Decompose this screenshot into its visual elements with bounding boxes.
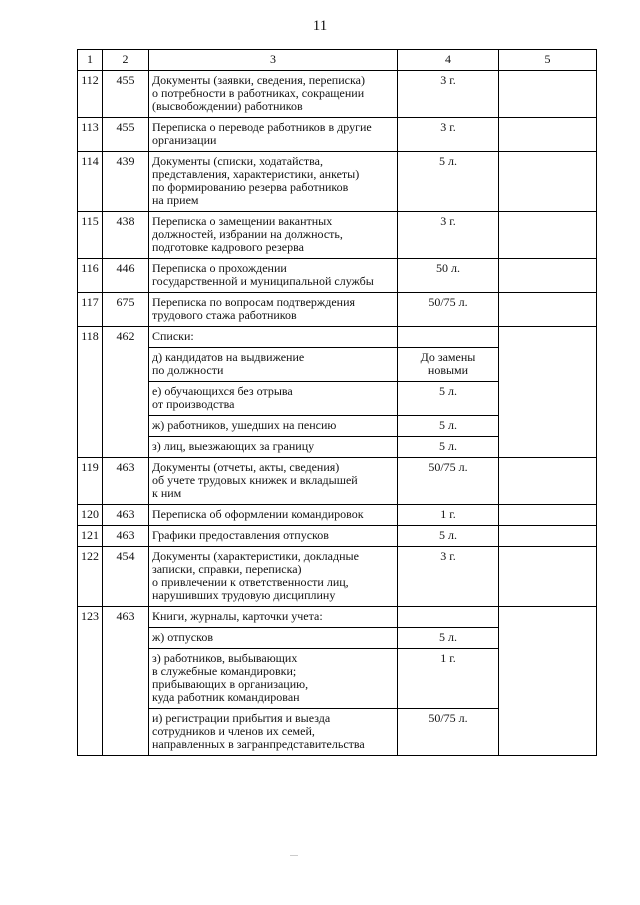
retention-term: 3 г. bbox=[398, 118, 499, 152]
retention-term: 5 л. bbox=[398, 416, 499, 437]
row-number: 116 bbox=[78, 259, 103, 293]
document-description: Документы (списки, ходатайства, представления, характеристики, анкеты) по формированию резерва работников на прием bbox=[149, 152, 398, 212]
document-description: Документы (заявки, сведения, переписка) о потребности в работниках, сокращении (высвобождении) работников bbox=[149, 71, 398, 118]
nomenclature-code: 463 bbox=[103, 607, 149, 756]
table-row bbox=[78, 212, 597, 259]
nomenclature-code: 463 bbox=[103, 505, 149, 526]
nomenclature-code: 438 bbox=[103, 212, 149, 259]
table-row bbox=[78, 327, 597, 348]
retention-term: 3 г. bbox=[398, 547, 499, 607]
sub-description: з) лиц, выезжающих за границу bbox=[149, 437, 398, 458]
retention-term bbox=[398, 327, 499, 348]
row-number: 118 bbox=[78, 327, 103, 458]
note-cell bbox=[499, 212, 597, 259]
page-number: 11 bbox=[312, 18, 328, 34]
row-number: 114 bbox=[78, 152, 103, 212]
table-row bbox=[78, 259, 597, 293]
sub-description: ж) работников, ушедших на пенсию bbox=[149, 416, 398, 437]
nomenclature-code: 454 bbox=[103, 547, 149, 607]
document-description: Документы (отчеты, акты, сведения) об учете трудовых книжек и вкладышей к ним bbox=[149, 458, 398, 505]
records-table bbox=[77, 49, 597, 756]
nomenclature-code: 463 bbox=[103, 458, 149, 505]
retention-term: 50 л. bbox=[398, 259, 499, 293]
note-cell bbox=[499, 547, 597, 607]
retention-term: 50/75 л. bbox=[398, 458, 499, 505]
retention-term: 5 л. bbox=[398, 152, 499, 212]
nomenclature-code: 455 bbox=[103, 118, 149, 152]
table-row bbox=[78, 152, 597, 212]
row-number: 113 bbox=[78, 118, 103, 152]
nomenclature-code: 455 bbox=[103, 71, 149, 118]
document-description: Переписка о переводе работников в другие организации bbox=[149, 118, 398, 152]
note-cell bbox=[499, 118, 597, 152]
note-cell bbox=[499, 293, 597, 327]
nomenclature-code: 439 bbox=[103, 152, 149, 212]
retention-term: 1 г. bbox=[398, 505, 499, 526]
retention-term: 3 г. bbox=[398, 212, 499, 259]
note-cell bbox=[499, 327, 597, 458]
retention-term: 5 л. bbox=[398, 628, 499, 649]
retention-term: 5 л. bbox=[398, 382, 499, 416]
table-row bbox=[78, 458, 597, 505]
note-cell bbox=[499, 526, 597, 547]
column-header: 2 bbox=[103, 50, 149, 71]
row-number: 119 bbox=[78, 458, 103, 505]
sub-description: ж) отпусков bbox=[149, 628, 398, 649]
document-description: Графики предоставления отпусков bbox=[149, 526, 398, 547]
column-header: 5 bbox=[499, 50, 597, 71]
retention-term: 3 г. bbox=[398, 71, 499, 118]
row-number: 120 bbox=[78, 505, 103, 526]
row-number: 112 bbox=[78, 71, 103, 118]
note-cell bbox=[499, 607, 597, 756]
table-row bbox=[78, 607, 597, 628]
row-number: 122 bbox=[78, 547, 103, 607]
retention-term bbox=[398, 607, 499, 628]
header-row bbox=[78, 50, 597, 71]
table-row bbox=[78, 526, 597, 547]
document-description: Переписка о прохождении государственной и муниципальной службы bbox=[149, 259, 398, 293]
table-row bbox=[78, 547, 597, 607]
sub-description: е) обучающихся без отрыва от производства bbox=[149, 382, 398, 416]
retention-term: 5 л. bbox=[398, 437, 499, 458]
retention-term: 50/75 л. bbox=[398, 709, 499, 756]
table-row bbox=[78, 293, 597, 327]
retention-term: 50/75 л. bbox=[398, 293, 499, 327]
note-cell bbox=[499, 152, 597, 212]
document-description: Переписка по вопросам подтверждения трудового стажа работников bbox=[149, 293, 398, 327]
retention-term: До замены новыми bbox=[398, 348, 499, 382]
column-header: 1 bbox=[78, 50, 103, 71]
nomenclature-code: 675 bbox=[103, 293, 149, 327]
note-cell bbox=[499, 458, 597, 505]
group-title: Книги, журналы, карточки учета: bbox=[149, 607, 398, 628]
nomenclature-code: 446 bbox=[103, 259, 149, 293]
note-cell bbox=[499, 505, 597, 526]
retention-term: 1 г. bbox=[398, 649, 499, 709]
nomenclature-code: 462 bbox=[103, 327, 149, 458]
row-number: 115 bbox=[78, 212, 103, 259]
sub-description: д) кандидатов на выдвижение по должности bbox=[149, 348, 398, 382]
note-cell bbox=[499, 71, 597, 118]
column-header: 3 bbox=[149, 50, 398, 71]
group-title: Списки: bbox=[149, 327, 398, 348]
table-row bbox=[78, 505, 597, 526]
row-number: 121 bbox=[78, 526, 103, 547]
nomenclature-code: 463 bbox=[103, 526, 149, 547]
sub-description: з) работников, выбывающих в служебные командировки; прибывающих в организацию, куда работник командирован bbox=[149, 649, 398, 709]
sub-description: и) регистрации прибытия и выезда сотрудников и членов их семей, направленных в загранпредставительства bbox=[149, 709, 398, 756]
row-number: 117 bbox=[78, 293, 103, 327]
document-description: Документы (характеристики, докладные записки, справки, переписка) о привлечении к ответственности лиц, нарушивших трудовую дисциплину bbox=[149, 547, 398, 607]
row-number: 123 bbox=[78, 607, 103, 756]
column-header: 4 bbox=[398, 50, 499, 71]
document-description: Переписка об оформлении командировок bbox=[149, 505, 398, 526]
table-row bbox=[78, 118, 597, 152]
document-description: Переписка о замещении вакантных должностей, избрании на должность, подготовке кадрового резерва bbox=[149, 212, 398, 259]
scan-mark bbox=[290, 855, 298, 856]
note-cell bbox=[499, 259, 597, 293]
table-row bbox=[78, 71, 597, 118]
retention-term: 5 л. bbox=[398, 526, 499, 547]
